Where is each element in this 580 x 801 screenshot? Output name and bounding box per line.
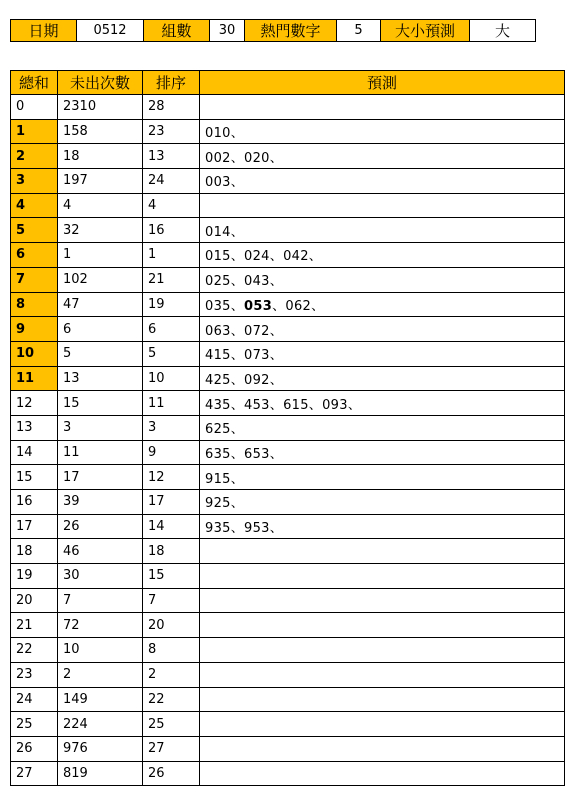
table-row — [11, 366, 565, 391]
table-row — [11, 144, 565, 169]
prediction-separator: 、 — [230, 496, 245, 512]
sum-cell: 27 — [11, 761, 58, 786]
rank-cell: 18 — [143, 539, 200, 564]
prediction-item: 425 — [205, 372, 231, 388]
prediction-item: 925 — [205, 496, 231, 512]
prediction-cell — [200, 267, 565, 292]
sum-cell: 13 — [11, 415, 58, 440]
hot-number-value: 5 — [337, 20, 381, 42]
count-cell: 72 — [58, 613, 143, 638]
sum-cell: 9 — [11, 317, 58, 342]
prediction-separator: 、 — [269, 274, 284, 290]
prediction-cell — [200, 95, 565, 120]
count-cell: 4 — [58, 193, 143, 218]
prediction-separator: 、 — [308, 397, 323, 413]
prediction-item: 042 — [283, 249, 309, 265]
rank-cell: 9 — [143, 440, 200, 465]
rank-cell: 22 — [143, 687, 200, 712]
prediction-item: 072 — [244, 323, 270, 339]
prediction-separator: 、 — [230, 471, 245, 487]
summary-table — [10, 19, 536, 42]
count-cell: 2 — [58, 662, 143, 687]
prediction-item: 653 — [244, 446, 270, 462]
count-cell: 976 — [58, 736, 143, 761]
prediction-separator: 、 — [311, 298, 325, 314]
count-cell: 18 — [58, 144, 143, 169]
header-prediction: 預測 — [200, 71, 565, 95]
prediction-item: 635 — [205, 446, 231, 462]
prediction-separator: 、 — [230, 126, 245, 142]
rank-cell: 3 — [143, 415, 200, 440]
prediction-cell — [200, 243, 565, 268]
prediction-table — [10, 70, 565, 786]
sum-cell: 19 — [11, 564, 58, 589]
prediction-separator: 、 — [269, 323, 284, 339]
summary-row — [11, 20, 536, 42]
prediction-separator: 、 — [230, 397, 245, 413]
table-row — [11, 341, 565, 366]
rank-cell: 7 — [143, 588, 200, 613]
table-row — [11, 687, 565, 712]
prediction-cell — [200, 539, 565, 564]
table-row — [11, 391, 565, 416]
sum-cell: 22 — [11, 638, 58, 663]
prediction-cell — [200, 317, 565, 342]
prediction-item: 020 — [244, 150, 270, 166]
count-cell: 39 — [58, 490, 143, 515]
rank-cell: 27 — [143, 736, 200, 761]
sum-cell: 1 — [11, 119, 58, 144]
count-cell: 158 — [58, 119, 143, 144]
prediction-item: 915 — [205, 471, 231, 487]
date-label: 日期 — [11, 20, 77, 42]
prediction-cell — [200, 465, 565, 490]
rank-cell: 20 — [143, 613, 200, 638]
prediction-cell — [200, 292, 565, 317]
table-row — [11, 440, 565, 465]
prediction-cell — [200, 341, 565, 366]
rank-cell: 25 — [143, 712, 200, 737]
count-cell: 7 — [58, 588, 143, 613]
prediction-item: 014 — [205, 224, 231, 240]
sum-cell: 18 — [11, 539, 58, 564]
prediction-separator: 、 — [230, 422, 245, 438]
prediction-cell — [200, 564, 565, 589]
rank-cell: 4 — [143, 193, 200, 218]
rank-cell: 2 — [143, 662, 200, 687]
table-row — [11, 243, 565, 268]
prediction-separator: 、 — [308, 249, 323, 265]
prediction-item: 092 — [244, 372, 270, 388]
prediction-item: 953 — [244, 521, 270, 537]
table-row — [11, 193, 565, 218]
count-cell: 10 — [58, 638, 143, 663]
count-cell: 17 — [58, 465, 143, 490]
table-row — [11, 465, 565, 490]
count-cell: 13 — [58, 366, 143, 391]
prediction-separator: 、 — [269, 521, 284, 537]
table-row — [11, 490, 565, 515]
sum-cell: 0 — [11, 95, 58, 120]
prediction-cell — [200, 193, 565, 218]
prediction-separator: 、 — [269, 372, 284, 388]
count-cell: 224 — [58, 712, 143, 737]
table-row — [11, 761, 565, 786]
prediction-separator: 、 — [347, 397, 362, 413]
prediction-cell — [200, 169, 565, 194]
sum-cell: 4 — [11, 193, 58, 218]
prediction-cell — [200, 119, 565, 144]
prediction-cell — [200, 218, 565, 243]
count-cell: 46 — [58, 539, 143, 564]
table-row — [11, 638, 565, 663]
rank-cell: 12 — [143, 465, 200, 490]
sum-cell: 20 — [11, 588, 58, 613]
sum-cell: 23 — [11, 662, 58, 687]
sum-cell: 14 — [11, 440, 58, 465]
rank-cell: 11 — [143, 391, 200, 416]
count-cell: 1 — [58, 243, 143, 268]
prediction-item: 453 — [244, 397, 270, 413]
rank-cell: 19 — [143, 292, 200, 317]
prediction-separator: 、 — [269, 348, 284, 364]
prediction-cell — [200, 736, 565, 761]
sum-cell: 17 — [11, 514, 58, 539]
count-cell: 32 — [58, 218, 143, 243]
count-cell: 11 — [58, 440, 143, 465]
prediction-item: 093 — [322, 397, 348, 413]
prediction-cell — [200, 440, 565, 465]
date-value: 0512 — [77, 20, 144, 42]
count-cell: 102 — [58, 267, 143, 292]
header-sum: 總和 — [11, 71, 58, 95]
rank-cell: 23 — [143, 119, 200, 144]
count-cell: 5 — [58, 341, 143, 366]
prediction-cell — [200, 514, 565, 539]
prediction-separator: 、 — [230, 446, 245, 462]
rank-cell: 16 — [143, 218, 200, 243]
prediction-item: 053 — [244, 298, 273, 314]
table-row — [11, 169, 565, 194]
rank-cell: 6 — [143, 317, 200, 342]
sum-cell: 25 — [11, 712, 58, 737]
sum-cell: 7 — [11, 267, 58, 292]
prediction-cell — [200, 391, 565, 416]
prediction-cell — [200, 366, 565, 391]
count-cell: 6 — [58, 317, 143, 342]
prediction-item: 073 — [244, 348, 270, 364]
prediction-item: 062 — [285, 298, 312, 314]
size-prediction-label: 大小預測 — [381, 20, 470, 42]
prediction-separator: 、 — [230, 175, 245, 191]
prediction-cell — [200, 761, 565, 786]
prediction-separator: 、 — [272, 298, 286, 314]
prediction-separator: 、 — [230, 372, 245, 388]
prediction-item: 002 — [205, 150, 231, 166]
rank-cell: 15 — [143, 564, 200, 589]
count-cell: 197 — [58, 169, 143, 194]
table-row — [11, 564, 565, 589]
sum-cell: 21 — [11, 613, 58, 638]
groups-label: 組數 — [144, 20, 210, 42]
prediction-item: 015 — [205, 249, 231, 265]
size-prediction-value: 大 — [470, 20, 536, 42]
count-cell: 15 — [58, 391, 143, 416]
prediction-cell — [200, 415, 565, 440]
prediction-item: 935 — [205, 521, 231, 537]
prediction-separator: 、 — [230, 323, 245, 339]
prediction-item: 625 — [205, 422, 231, 438]
table-row — [11, 736, 565, 761]
header-rank: 排序 — [143, 71, 200, 95]
sum-cell: 2 — [11, 144, 58, 169]
table-row — [11, 514, 565, 539]
prediction-separator: 、 — [230, 298, 245, 314]
rank-cell: 24 — [143, 169, 200, 194]
sum-cell: 6 — [11, 243, 58, 268]
prediction-cell — [200, 638, 565, 663]
sum-cell: 24 — [11, 687, 58, 712]
rank-cell: 26 — [143, 761, 200, 786]
prediction-item: 615 — [283, 397, 309, 413]
prediction-cell — [200, 613, 565, 638]
table-row — [11, 712, 565, 737]
table-row — [11, 662, 565, 687]
table-row — [11, 588, 565, 613]
prediction-item: 035 — [205, 298, 231, 314]
prediction-cell — [200, 144, 565, 169]
prediction-item: 415 — [205, 348, 231, 364]
count-cell: 149 — [58, 687, 143, 712]
prediction-separator: 、 — [269, 446, 284, 462]
sum-cell: 12 — [11, 391, 58, 416]
table-row — [11, 613, 565, 638]
sum-cell: 5 — [11, 218, 58, 243]
prediction-cell — [200, 687, 565, 712]
prediction-cell — [200, 712, 565, 737]
rank-cell: 21 — [143, 267, 200, 292]
prediction-cell — [200, 662, 565, 687]
rank-cell: 14 — [143, 514, 200, 539]
table-row — [11, 218, 565, 243]
prediction-item: 025 — [205, 274, 231, 290]
table-header-row — [11, 71, 565, 95]
sum-cell: 3 — [11, 169, 58, 194]
sum-cell: 16 — [11, 490, 58, 515]
prediction-item: 024 — [244, 249, 270, 265]
rank-cell: 28 — [143, 95, 200, 120]
count-cell: 819 — [58, 761, 143, 786]
prediction-item: 435 — [205, 397, 231, 413]
prediction-separator: 、 — [269, 249, 284, 265]
prediction-item: 043 — [244, 274, 270, 290]
table-row — [11, 267, 565, 292]
prediction-separator: 、 — [230, 521, 245, 537]
count-cell: 2310 — [58, 95, 143, 120]
rank-cell: 13 — [143, 144, 200, 169]
prediction-separator: 、 — [269, 150, 284, 166]
sum-cell: 8 — [11, 292, 58, 317]
sum-cell: 15 — [11, 465, 58, 490]
header-count: 未出次數 — [58, 71, 143, 95]
prediction-separator: 、 — [230, 274, 245, 290]
table-row — [11, 317, 565, 342]
rank-cell: 5 — [143, 341, 200, 366]
count-cell: 26 — [58, 514, 143, 539]
rank-cell: 1 — [143, 243, 200, 268]
count-cell: 3 — [58, 415, 143, 440]
table-row — [11, 95, 565, 120]
groups-value: 30 — [210, 20, 245, 42]
hot-number-label: 熱門數字 — [245, 20, 337, 42]
prediction-item: 010 — [205, 126, 231, 142]
prediction-separator: 、 — [230, 224, 245, 240]
prediction-cell — [200, 588, 565, 613]
prediction-cell — [200, 490, 565, 515]
table-row — [11, 539, 565, 564]
prediction-separator: 、 — [230, 249, 245, 265]
table-row — [11, 119, 565, 144]
table-body — [11, 95, 565, 786]
prediction-item: 003 — [205, 175, 231, 191]
count-cell: 47 — [58, 292, 143, 317]
rank-cell: 17 — [143, 490, 200, 515]
sum-cell: 26 — [11, 736, 58, 761]
table-row — [11, 292, 565, 317]
rank-cell: 10 — [143, 366, 200, 391]
sum-cell: 10 — [11, 341, 58, 366]
sum-cell: 11 — [11, 366, 58, 391]
count-cell: 30 — [58, 564, 143, 589]
prediction-item: 063 — [205, 323, 231, 339]
table-row — [11, 415, 565, 440]
prediction-separator: 、 — [269, 397, 284, 413]
prediction-separator: 、 — [230, 150, 245, 166]
prediction-separator: 、 — [230, 348, 245, 364]
rank-cell: 8 — [143, 638, 200, 663]
